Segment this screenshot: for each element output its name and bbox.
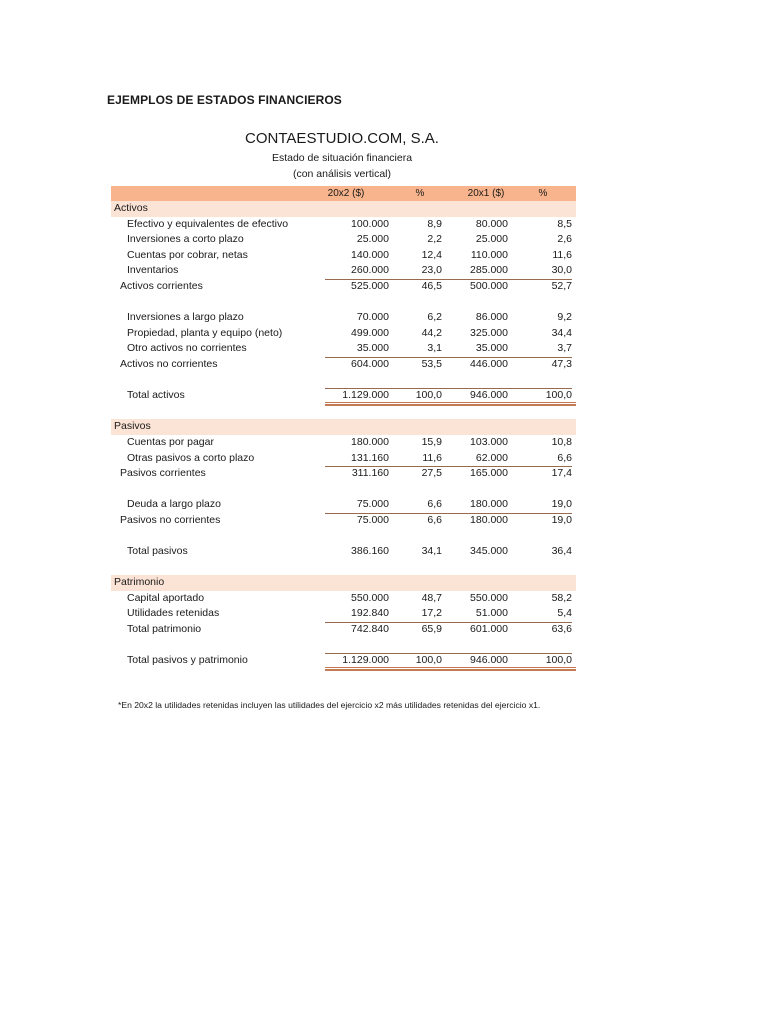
value-20x2: 550.000 <box>351 591 389 604</box>
table-row <box>111 591 576 607</box>
table-row <box>111 451 576 467</box>
row-label: Otro activos no corrientes <box>127 342 247 355</box>
pct-20x1: 9,2 <box>557 311 572 324</box>
row-label: Total patrimonio <box>127 623 202 636</box>
row-label: Activos corrientes <box>120 279 203 292</box>
row-label: Utilidades retenidas <box>127 607 220 620</box>
row-label: Cuentas por cobrar, netas <box>127 248 248 261</box>
table-header-row <box>111 186 576 201</box>
pct-20x2: 15,9 <box>421 435 442 448</box>
value-20x1: 86.000 <box>475 311 508 324</box>
col-header-pct-20x2: % <box>415 188 425 199</box>
table-row <box>111 310 576 326</box>
pct-20x1: 6,6 <box>557 451 572 464</box>
pct-20x2: 6,2 <box>427 311 442 324</box>
value-20x2: 75.000 <box>356 513 389 526</box>
total-row <box>111 653 576 669</box>
value-20x1: 35.000 <box>475 342 508 355</box>
pct-20x2: 27,5 <box>421 467 442 480</box>
section-label: Activos <box>114 202 148 214</box>
pct-20x1: 58,2 <box>551 591 572 604</box>
value-20x2: 35.000 <box>356 342 389 355</box>
pct-20x2: 100,0 <box>415 654 442 667</box>
value-20x2: 386.160 <box>351 545 389 558</box>
double-underline <box>325 667 576 671</box>
spacer <box>111 528 576 544</box>
pct-20x1: 5,4 <box>557 607 572 620</box>
spacer <box>111 295 576 311</box>
row-label: Cuentas por pagar <box>127 435 214 448</box>
value-20x2: 742.840 <box>351 623 389 636</box>
row-label: Efectivo y equivalentes de efectivo <box>127 217 289 230</box>
value-20x1: 165.000 <box>470 467 508 480</box>
value-20x1: 325.000 <box>470 326 508 339</box>
pct-20x2: 100,0 <box>415 389 442 402</box>
row-label: Propiedad, planta y equipo (neto) <box>127 326 283 339</box>
table-row <box>111 435 576 451</box>
pct-20x2: 17,2 <box>421 607 442 620</box>
table-row <box>111 497 576 513</box>
spacer <box>111 560 576 576</box>
row-label: Deuda a largo plazo <box>127 498 221 511</box>
value-20x2: 1.129.000 <box>342 389 389 402</box>
value-20x1: 25.000 <box>475 233 508 246</box>
value-20x2: 525.000 <box>351 279 389 292</box>
value-20x1: 946.000 <box>470 654 508 667</box>
subtotal-row <box>111 622 576 638</box>
company-name: CONTAESTUDIO.COM, S.A. <box>245 130 439 147</box>
pct-20x2: 12,4 <box>421 248 442 261</box>
pct-20x2: 8,9 <box>427 217 442 230</box>
row-label: Total pasivos y patrimonio <box>127 654 248 667</box>
subtotal-row <box>111 513 576 529</box>
pct-20x1: 17,4 <box>551 467 572 480</box>
total-row <box>111 388 576 404</box>
pct-20x1: 47,3 <box>551 357 572 370</box>
value-20x2: 499.000 <box>351 326 389 339</box>
value-20x2: 180.000 <box>351 435 389 448</box>
pct-20x2: 53,5 <box>421 357 442 370</box>
value-20x2: 75.000 <box>356 498 389 511</box>
statement-title: Estado de situación financiera <box>271 152 413 164</box>
value-20x1: 180.000 <box>470 498 508 511</box>
row-label: Total activos <box>127 389 185 402</box>
table-row <box>111 217 576 233</box>
value-20x2: 131.160 <box>351 451 389 464</box>
pct-20x2: 44,2 <box>421 326 442 339</box>
pct-20x1: 10,8 <box>551 435 572 448</box>
row-label: Activos no corrientes <box>120 357 218 370</box>
row-label: Pasivos corrientes <box>120 467 206 480</box>
pct-20x2: 23,0 <box>421 264 442 277</box>
value-20x1: 80.000 <box>475 217 508 230</box>
row-label: Capital aportado <box>127 591 205 604</box>
section-patrimonio <box>111 575 576 591</box>
table-row <box>111 248 576 264</box>
row-label: Inventarios <box>127 264 179 277</box>
total-row <box>111 544 576 560</box>
value-20x1: 103.000 <box>470 435 508 448</box>
value-20x2: 192.840 <box>351 607 389 620</box>
value-20x2: 1.129.000 <box>342 654 389 667</box>
section-pasivos <box>111 419 576 435</box>
pct-20x1: 19,0 <box>551 513 572 526</box>
value-20x1: 500.000 <box>470 279 508 292</box>
pct-20x1: 8,5 <box>557 217 572 230</box>
subtotal-row <box>111 279 576 295</box>
section-label: Patrimonio <box>114 576 165 589</box>
pct-20x1: 11,6 <box>552 248 572 261</box>
table-row <box>111 326 576 342</box>
pct-20x2: 6,6 <box>427 513 442 526</box>
footnote: *En 20x2 la utilidades retenidas incluyen las utilidades del ejercicio x2 más utilidades retenidas del ejercicio x1. <box>118 700 541 710</box>
value-20x1: 601.000 <box>470 623 508 636</box>
pct-20x1: 52,7 <box>551 279 572 292</box>
pct-20x2: 6,6 <box>427 498 442 511</box>
value-20x2: 311.160 <box>351 467 389 480</box>
section-activos <box>111 201 576 217</box>
col-header-pct-20x1: % <box>538 188 548 199</box>
spacer <box>111 638 576 654</box>
pct-20x2: 11,6 <box>422 451 442 464</box>
table-row <box>111 606 576 622</box>
balance-sheet-table <box>111 186 576 669</box>
pct-20x1: 100,0 <box>545 389 572 402</box>
section-label: Pasivos <box>114 420 151 433</box>
value-20x1: 946.000 <box>470 389 508 402</box>
table-row <box>111 341 576 357</box>
pct-20x2: 34,1 <box>421 545 442 558</box>
col-header-20x1: 20x1 ($) <box>467 188 505 199</box>
pct-20x2: 2,2 <box>427 233 442 246</box>
pct-20x2: 48,7 <box>421 591 442 604</box>
value-20x1: 110.000 <box>470 248 508 261</box>
spacer <box>111 373 576 389</box>
value-20x1: 180.000 <box>470 513 508 526</box>
row-label: Pasivos no corrientes <box>120 513 221 526</box>
value-20x1: 345.000 <box>470 545 508 558</box>
value-20x1: 446.000 <box>470 357 508 370</box>
value-20x2: 604.000 <box>351 357 389 370</box>
subtotal-row <box>111 357 576 373</box>
value-20x2: 100.000 <box>351 217 389 230</box>
value-20x1: 62.000 <box>475 451 508 464</box>
pct-20x1: 2,6 <box>557 233 572 246</box>
value-20x1: 550.000 <box>470 591 508 604</box>
value-20x2: 25.000 <box>356 233 389 246</box>
row-label: Otras pasivos a corto plazo <box>127 451 255 464</box>
table-row <box>111 263 576 279</box>
row-label: Inversiones a corto plazo <box>127 233 244 246</box>
pct-20x2: 3,1 <box>427 342 442 355</box>
pct-20x1: 63,6 <box>551 623 572 636</box>
value-20x2: 260.000 <box>351 264 389 277</box>
value-20x2: 140.000 <box>351 248 389 261</box>
pct-20x1: 19,0 <box>551 498 572 511</box>
row-label: Total pasivos <box>127 545 188 558</box>
pct-20x2: 65,9 <box>421 623 442 636</box>
statement-subtitle: (con análisis vertical) <box>292 168 392 180</box>
subtotal-row <box>111 466 576 482</box>
spacer <box>111 404 576 420</box>
pct-20x1: 3,7 <box>557 342 572 355</box>
pct-20x1: 30,0 <box>551 264 572 277</box>
pct-20x1: 36,4 <box>551 545 572 558</box>
spacer <box>111 482 576 498</box>
value-20x1: 285.000 <box>470 264 508 277</box>
pct-20x2: 46,5 <box>421 279 442 292</box>
value-20x1: 51.000 <box>475 607 508 620</box>
pct-20x1: 100,0 <box>545 654 572 667</box>
value-20x2: 70.000 <box>356 311 389 324</box>
pct-20x1: 34,4 <box>551 326 572 339</box>
col-header-20x2: 20x2 ($) <box>327 188 365 199</box>
document-heading: EJEMPLOS DE ESTADOS FINANCIEROS <box>107 93 342 107</box>
table-row <box>111 232 576 248</box>
row-label: Inversiones a largo plazo <box>127 311 244 324</box>
